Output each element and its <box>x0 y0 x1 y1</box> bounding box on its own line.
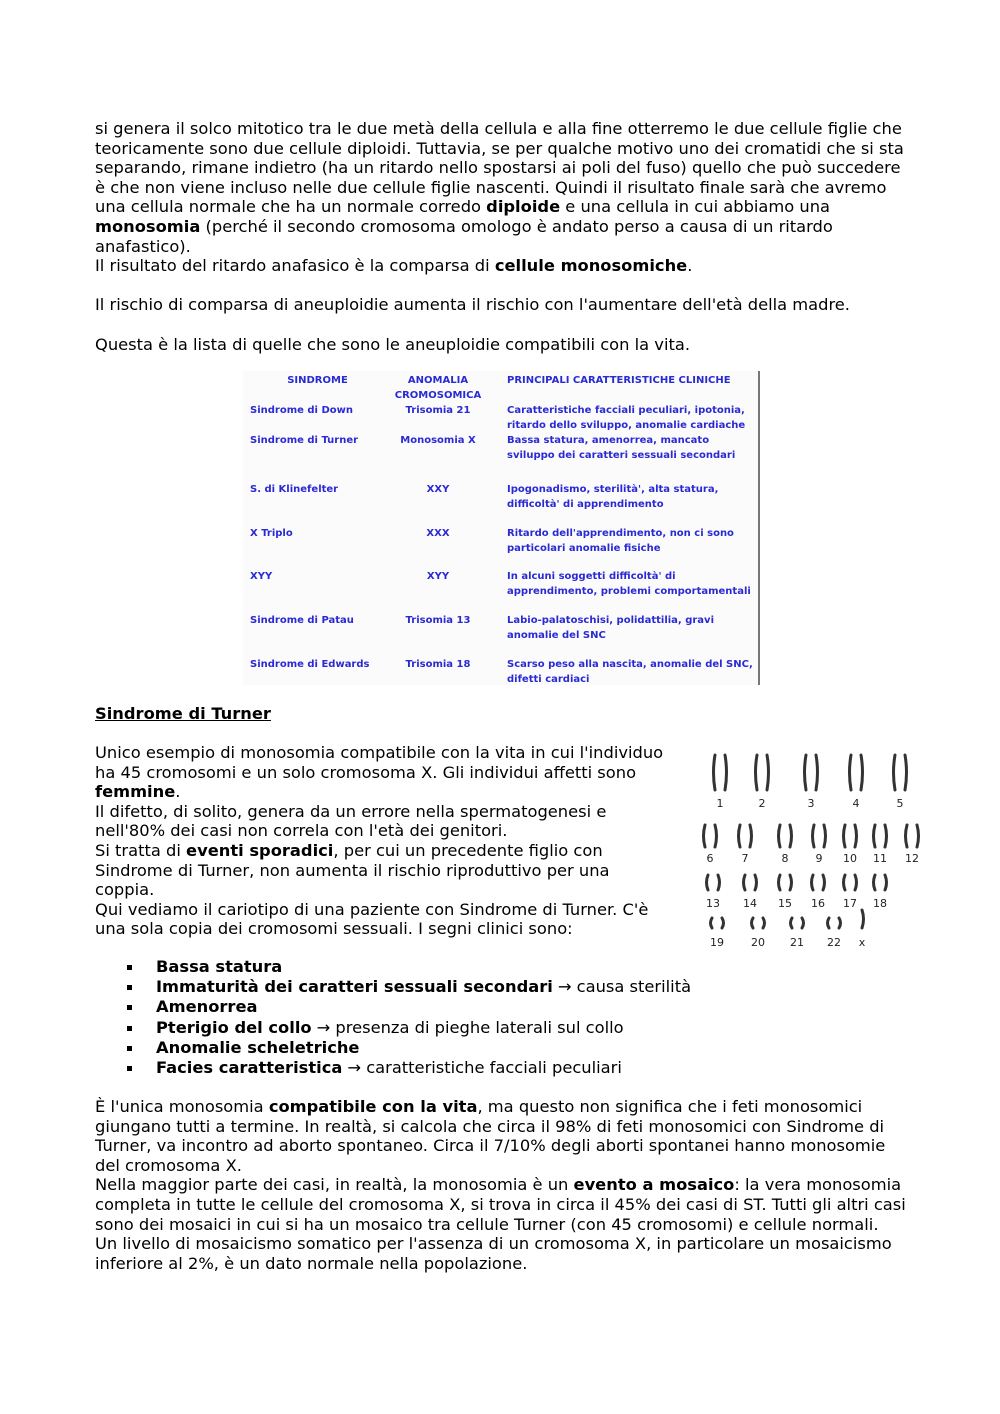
table-cell-name: X Triplo <box>250 528 293 539</box>
list-item: Amenorrea <box>95 997 795 1017</box>
chromosome-label: 11 <box>873 852 887 865</box>
list-item: Anomalie scheletriche <box>95 1038 795 1058</box>
chromosome-18 <box>874 875 876 890</box>
square-bullet-icon <box>127 1066 132 1071</box>
table-cell-name: Sindrome di Down <box>250 405 353 416</box>
chromosome-label: x <box>858 936 866 949</box>
chromosome-18 <box>885 875 887 890</box>
chromosome-7 <box>750 825 752 847</box>
turner-paragraph-3: Si tratta di eventi sporadici, per cui un precedente figlio con Sindrome di Turner, non aumenta il rischio riproduttivo per una coppia. <box>95 840 610 900</box>
chromosome-2 <box>756 755 758 790</box>
chromosome-3 <box>816 755 818 790</box>
intro-paragraph-1: si genera il solco mitotico tra le due metà della cellula e alla fine otterremo le due cellule figlie che teoricamente sono due cellule diploidi. Tuttavia, se per qualche motivo uno dei cromatidi che si sta separando, rimane indietro (ha un ritardo nello spostarsi ai poli del fuso) quello che può succedere è che non viene incluso nelle due cellule figlie nascenti. Quindi il risultato finale sarà che avremo una cellula normale che ha un normale corredo diploide e una cellula in cui abbiamo una monosomia (perché il secondo cromosoma omologo è andato perso a causa di un ritardo anafastico). <box>95 119 904 256</box>
chromosome-label: 14 <box>743 897 757 910</box>
arrow-right-icon: → <box>557 977 572 997</box>
chromosome-label: 2 <box>758 797 766 810</box>
chromosome-label: 13 <box>706 897 720 910</box>
chromosome-6 <box>715 825 717 847</box>
chromosome-10 <box>844 825 846 847</box>
chromosome-9 <box>824 825 826 847</box>
chromosome-16 <box>823 875 825 890</box>
square-bullet-icon <box>127 985 132 990</box>
chromosome-label: 15 <box>778 897 792 910</box>
karyotype-image <box>690 745 930 955</box>
chromosome-20 <box>752 918 754 928</box>
chromosome-label: 9 <box>815 852 823 865</box>
table-cell-features: Caratteristiche facciali peculiari, ipotonia, ritardo dello sviluppo, anomalie cardiache <box>507 405 746 431</box>
chromosome-label: 20 <box>751 936 765 949</box>
chromosome-21 <box>802 918 804 928</box>
table-cell-anomaly: Monosomia X <box>400 435 476 446</box>
chromosome-3 <box>805 755 807 790</box>
intro-paragraph-2: Il risultato del ritardo anafasico è la comparsa di cellule monosomiche. <box>95 256 693 276</box>
chromosome-label: 8 <box>781 852 789 865</box>
chromosome-17 <box>855 875 857 890</box>
list-item: Bassa statura <box>95 957 795 977</box>
chromosome-5 <box>894 755 896 790</box>
chromosome-2 <box>767 755 769 790</box>
chromosome-label: 3 <box>807 797 815 810</box>
chromosome-8 <box>779 825 781 847</box>
table-cell-features: In alcuni soggetti difficoltà' di apprendimento, problemi comportamentali <box>507 571 751 597</box>
chromosome-1 <box>714 755 716 790</box>
chromosome-10 <box>855 825 857 847</box>
list-item: Pterigio del collo → presenza di pieghe laterali sul collo <box>95 1018 795 1038</box>
closing-paragraph-3: Un livello di mosaicismo somatico per l'assenza di un cromosoma X, in particolare un mosaicismo inferiore al 2%, è un dato normale nella popolazione. <box>95 1234 892 1273</box>
table-cell-features: Bassa statura, amenorrea, mancato sviluppo dei caratteri sessuali secondari <box>507 435 736 461</box>
chromosome-19 <box>711 918 713 928</box>
table-cell-anomaly: XYY <box>426 571 450 582</box>
chromosome-label: 16 <box>811 897 825 910</box>
table-cell-anomaly: Trisomia 18 <box>405 659 471 670</box>
chromosome-label: 12 <box>905 852 919 865</box>
table-header-anomaly: ANOMALIA CROMOSOMICA <box>394 375 482 401</box>
chromosome-label: 5 <box>896 797 904 810</box>
chromosome-13 <box>718 875 720 890</box>
square-bullet-icon <box>127 1046 132 1051</box>
table-cell-name: Sindrome di Edwards <box>250 659 370 670</box>
arrow-right-icon: → <box>347 1057 362 1077</box>
aneuploidy-table <box>243 371 760 685</box>
table-cell-name: XYY <box>250 571 273 582</box>
chromosome-8 <box>790 825 792 847</box>
chromosome-21 <box>791 918 793 928</box>
table-cell-anomaly: XXX <box>426 528 450 539</box>
closing-section <box>95 1097 910 1273</box>
square-bullet-icon <box>127 965 132 970</box>
table-cell-features: Scarso peso alla nascita, anomalie del SNC, difetti cardiaci <box>507 659 753 685</box>
table-cell-anomaly: Trisomia 21 <box>405 405 471 416</box>
table-cell-features: Ipogonadismo, sterilità', alta statura, difficoltà' di apprendimento <box>507 484 719 510</box>
square-bullet-icon <box>127 1005 132 1010</box>
chromosome-7 <box>739 825 741 847</box>
chromosome-label: 22 <box>827 936 841 949</box>
chromosome-1 <box>725 755 727 790</box>
chromosome-label: 19 <box>710 936 724 949</box>
chromosome-4 <box>850 755 852 790</box>
chromosome-label: 6 <box>706 852 714 865</box>
chromosome-label: 1 <box>716 797 724 810</box>
chromosome-22 <box>839 918 841 928</box>
table-cell-name: Sindrome di Patau <box>250 615 354 626</box>
turner-paragraph-4: Qui vediamo il cariotipo di una paziente con Sindrome di Turner. C'è una sola copia dei cromosomi sessuali. I segni clinici sono: <box>95 899 649 939</box>
list-item: Facies caratteristica → caratteristiche facciali peculiari <box>95 1058 795 1078</box>
table-cell-features: Ritardo dell'apprendimento, non ci sono particolari anomalie fisiche <box>507 528 734 554</box>
turner-paragraph-1: Unico esempio di monosomia compatibile con la vita in cui l'individuo ha 45 cromosomi e un solo cromosoma X. Gli individui affetti sono femmine. <box>95 743 664 802</box>
table-cell-name: S. di Klinefelter <box>250 484 339 495</box>
table-cell-features: Labio-palatoschisi, polidattilia, gravi anomalie del SNC <box>507 615 714 641</box>
chromosome-label: 18 <box>873 897 887 910</box>
chromosome-6 <box>704 825 706 847</box>
chromosome-4 <box>861 755 863 790</box>
table-cell-name: Sindrome di Turner <box>250 435 359 446</box>
chromosome-14 <box>755 875 757 890</box>
table-header-features: PRINCIPALI CARATTERISTICHE CLINICHE <box>507 375 731 386</box>
table-cell-anomaly: Trisomia 13 <box>405 615 471 626</box>
chromosome-9 <box>813 825 815 847</box>
table-header-syndrome: SINDROME <box>287 375 348 386</box>
chromosome-19 <box>722 918 724 928</box>
chromosome-label: 7 <box>741 852 749 865</box>
chromosome-label: 17 <box>843 897 857 910</box>
square-bullet-icon <box>127 1026 132 1031</box>
chromosome-label: 10 <box>843 852 857 865</box>
chromosome-22 <box>828 918 830 928</box>
table-cell-anomaly: XXY <box>426 484 450 495</box>
chromosome-14 <box>744 875 746 890</box>
chromosome-12 <box>917 825 919 847</box>
chromosome-label: 4 <box>852 797 860 810</box>
chromosome-11 <box>885 825 887 847</box>
chromosome-17 <box>844 875 846 890</box>
list-item: Immaturità dei caratteri sessuali secondari → causa sterilità <box>95 977 795 997</box>
closing-paragraph-1: È l'unica monosomia compatibile con la vita, ma questo non significa che i feti monosomici giungano tutti a termine. In realtà, si calcola che circa il 98% di feti monosomici con Sindrome di Turner, va incontro ad aborto spontaneo. Circa il 7/10% degli aborti spontanei hanno monosomie del cromosoma X. <box>95 1097 886 1175</box>
arrow-right-icon: → <box>316 1017 331 1037</box>
turner-paragraph-2: Il difetto, di solito, genera da un errore nella spermatogenesi e nell'80% dei casi non correla con l'età dei genitori. <box>95 801 607 841</box>
intro-paragraph-3: Il rischio di comparsa di aneuploidie aumenta il rischio con l'aumentare dell'età della madre. <box>95 295 850 315</box>
chromosome-15 <box>779 875 781 890</box>
closing-paragraph-2: Nella maggior parte dei casi, in realtà, la monosomia è un evento a mosaico: la vera monosomia completa in tutte le cellule del cromosoma X, si trova in circa il 45% dei casi di ST. Tutti gli altri casi sono dei mosaici in cui si ha un mosaico tra cellule Turner (con 45 cromosomi) e cellule normali. <box>95 1175 906 1234</box>
chromosome-x <box>862 910 864 928</box>
chromosome-label: 21 <box>790 936 804 949</box>
section-heading: Sindrome di Turner <box>95 704 271 723</box>
chromosome-11 <box>874 825 876 847</box>
intro-paragraph-4: Questa è la lista di quelle che sono le aneuploidie compatibili con la vita. <box>95 334 690 354</box>
turner-description <box>95 743 665 939</box>
chromosome-12 <box>906 825 908 847</box>
chromosome-16 <box>812 875 814 890</box>
intro-section <box>95 119 910 354</box>
chromosome-5 <box>905 755 907 790</box>
clinical-signs-list <box>95 957 795 1078</box>
chromosome-15 <box>790 875 792 890</box>
chromosome-13 <box>707 875 709 890</box>
chromosome-20 <box>763 918 765 928</box>
